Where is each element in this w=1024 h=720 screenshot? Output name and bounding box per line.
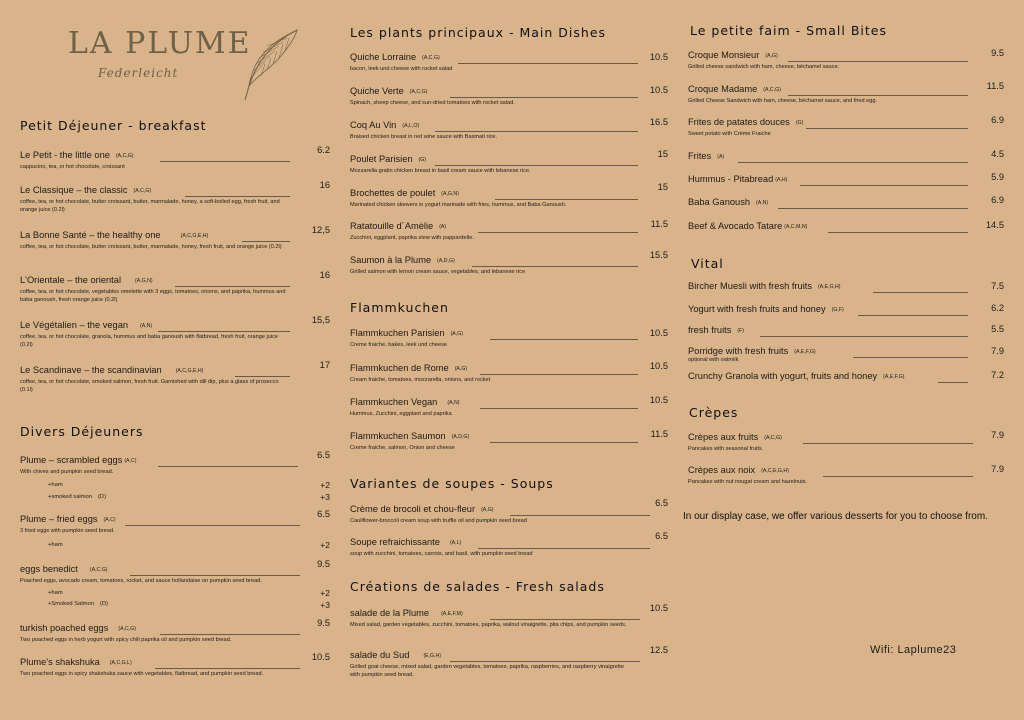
item-price: 15 (657, 182, 668, 192)
item-price: 6.2 (991, 303, 1004, 313)
menu-item (20, 180, 330, 214)
menu-item (20, 270, 330, 304)
item-description: Creme fraiche, salmon, Onion and cheese (350, 445, 455, 451)
item-addon: +ham (48, 590, 63, 596)
item-description: Braised chicken breast in red wine sauce with Basmati rice. (350, 134, 498, 140)
allergen-codes: (A,G,N) (441, 191, 459, 197)
menu-item (350, 363, 668, 384)
allergen-codes: (A,C,G,E,H) (175, 368, 204, 374)
allergen-codes: (A,E,F,G) (794, 349, 816, 355)
item-price: 10.5 (649, 361, 668, 371)
item-price: 10.5 (649, 395, 668, 405)
item-price: 7.9 (991, 346, 1004, 356)
menu-item (688, 432, 1004, 453)
item-name: Saumon à la Plume (350, 255, 432, 265)
addon-price: +3 (320, 492, 330, 502)
allergen-codes: (G,F) (831, 307, 844, 313)
menu-item (688, 197, 1004, 211)
allergen-codes: (A,N) (756, 200, 769, 206)
menu-item (350, 52, 668, 73)
section-title-vital: Vital (691, 256, 724, 271)
menu-item (688, 50, 1004, 71)
menu-item (688, 346, 1004, 364)
item-price: 7.9 (991, 430, 1004, 440)
item-name: Le Classique – the classic (20, 185, 128, 195)
item-description: Sweet potato with Crème Fraiche (688, 131, 771, 137)
item-name: Flammkuchen Vegan (350, 397, 438, 407)
item-price: 10.5 (649, 52, 668, 62)
feather-icon (237, 26, 302, 104)
allergen-codes: (A,D,G) (437, 258, 455, 264)
item-price: 11.5 (650, 219, 668, 229)
item-name: Ratatouille d´Amèlie (350, 221, 434, 231)
allergen-codes: (A,C,G) (118, 626, 136, 632)
allergen-codes: (A,C,G,L) (109, 660, 132, 666)
item-description: Mixed salad, garden vegetables, zucchini, tomatoes, paprika, walnut vinaigrette, pita chips, and pumpkin seeds. (350, 622, 627, 628)
allergen-codes: (A,C,M,N) (784, 224, 808, 230)
addon-price: +3 (320, 600, 330, 610)
item-description: Grilled cheese sandwich with ham, cheese, béchamel sauce. (688, 64, 840, 70)
section-title-soups: Variantes de soupes - Soups (350, 476, 554, 491)
item-price: 7.9 (991, 464, 1004, 474)
allergen-codes: (A,N) (140, 323, 153, 329)
item-name: Crème de brocoli et chou-fleur (350, 504, 476, 514)
item-price: 9.5 (317, 559, 330, 569)
item-description: coffee, tea, or hot chocolate, smoked salmon, fresh fruit. Garnished with dill dip, plus a glass of prosecco (0.1l) (20, 379, 279, 393)
item-price: 5.5 (991, 324, 1004, 334)
allergen-codes: (A,C,G,E,H) (180, 233, 209, 239)
item-price: 15,5 (311, 315, 330, 325)
logo-title: LA PLUME (68, 26, 252, 61)
menu-item (688, 151, 1004, 165)
item-name: Flammkuchen de Rome (350, 363, 449, 373)
menu-item (350, 531, 668, 558)
item-description: Pancakes with seasonal fruits. (688, 446, 764, 452)
item-name: Le Petit - the little one (20, 150, 110, 160)
item-price: 9.5 (991, 48, 1004, 58)
item-description: coffee, tea, or hot chocolate, granola, hummus and baba ganoush with flatbread, fresh fruit, orange juice (0.2l) (20, 334, 278, 348)
menu-item (20, 652, 330, 678)
menu-item (350, 117, 668, 141)
item-price: 4.5 (991, 149, 1004, 159)
item-description: Grilled salmon with lemon cream sauce, vegetables, and lebanese rice (350, 269, 526, 275)
item-price: 6.5 (655, 531, 668, 541)
item-description: Two poached eggs in spicy shakshuka sauce with vegetables, flatbread, and pumpkin seed bread. (20, 671, 264, 677)
item-price: 11.5 (986, 81, 1004, 91)
menu-item (688, 117, 1004, 138)
menu-item (20, 559, 330, 585)
menu-item (20, 360, 330, 394)
section-title-main-dishes: Les plants principaux - Main Dishes (350, 25, 607, 40)
item-price: 11.5 (650, 429, 668, 439)
menu-item (688, 281, 1004, 295)
item-name: Poulet Parisien (350, 154, 413, 164)
allergen-codes: (A,C,G) (764, 435, 782, 441)
section-title-salads: Créations de salades - Fresh salads (350, 579, 605, 594)
addon-price: +2 (320, 480, 330, 490)
item-name: Croque Monsieur (688, 50, 760, 60)
item-description: Two poached eggs in herb yogurt with spicy chili paprika oil and pumpkin seed bread. (20, 637, 232, 643)
allergen-codes: (A,C) (124, 458, 137, 464)
item-price: 15 (657, 149, 668, 159)
menu-item (350, 250, 668, 276)
logo (62, 26, 302, 106)
allergen-codes: (G) (418, 157, 427, 163)
menu-item (20, 225, 330, 251)
allergen-codes: (G) (795, 120, 804, 126)
item-description: coffee, tea, or hot chocolate, butter croissant, butter, marmalade, honey, a soft-boiled egg, fresh fruit, and orange juice (0.2l) (20, 199, 280, 213)
item-name: Brochettes de poulet (350, 188, 436, 198)
item-name: Quiche Lorraine (350, 52, 417, 62)
item-name: turkish poached eggs (20, 623, 109, 633)
menu-item (20, 618, 330, 644)
item-price: 6.5 (655, 498, 668, 508)
item-name: Porridge with fresh fruits (688, 346, 789, 356)
item-price: 6.2 (317, 145, 330, 155)
item-name: Le Végétalien – the vegan (20, 320, 129, 330)
addon-price: +2 (320, 540, 330, 550)
menu-item (20, 145, 330, 171)
menu-item (20, 315, 330, 349)
section-title-divers: Divers Déjeuners (20, 424, 144, 439)
allergen-codes: (A,E,G,H) (818, 284, 841, 290)
menu-item (350, 86, 668, 107)
item-name: Plume's shakshuka (20, 657, 100, 667)
allergen-codes: (A,C) (103, 517, 116, 523)
item-description: Mozzarella gratin chicken breast in basil cream sauce with lebanese rice. (350, 168, 531, 174)
item-name: fresh fruits (688, 325, 732, 335)
item-name: Beef & Avocado Tatare (688, 221, 783, 231)
item-price: 10.5 (649, 85, 668, 95)
item-description: soup with zucchini, tomatoes, carrots, and basil, with pumpkin seed bread (350, 551, 533, 557)
item-name: Crunchy Granola with yogurt, fruits and honey (688, 371, 878, 381)
wifi-info: Wifi: Laplume23 (870, 644, 957, 656)
item-price: 16 (319, 270, 330, 280)
allergen-codes: (A,C,G) (422, 55, 440, 61)
item-name: Croque Madame (688, 84, 758, 94)
menu-item (688, 371, 1004, 385)
item-name: L'Orientale – the oriental (20, 275, 122, 285)
item-price: 7.5 (991, 281, 1004, 291)
allergen-codes: (A,C,G) (133, 188, 152, 194)
menu-item (350, 149, 668, 175)
allergen-codes: (A,G,N) (135, 278, 153, 284)
item-name: Frites de patates douces (688, 117, 790, 127)
item-description: Hummus, Zucchini, eggplant and paprika (350, 411, 452, 417)
menu-item (688, 465, 1004, 486)
allergen-codes: (A,C,G) (763, 87, 781, 93)
item-name: Le Scandinave – the scandinavian (20, 365, 162, 375)
item-description: 3 fried eggs with pumpkin seed bread. (20, 528, 115, 534)
item-name: Crèpes aux noix (688, 465, 756, 475)
item-name: Crèpes aux fruits (688, 432, 759, 442)
allergen-codes: (E,G,H) (423, 653, 442, 659)
item-name: La Bonne Santé – the healthy one (20, 230, 161, 240)
menu-item (20, 509, 330, 535)
allergen-codes: (A) (717, 154, 725, 160)
allergen-codes: (A) (439, 224, 447, 230)
addon-price: +2 (320, 588, 330, 598)
item-name: eggs benedict (20, 564, 78, 574)
item-addon: +ham (48, 542, 63, 548)
allergen-codes: (A,L,O) (402, 123, 420, 129)
item-name: Coq Au Vin (350, 120, 397, 130)
section-title-crepes: Crèpes (689, 405, 739, 420)
item-price: 15.5 (649, 250, 668, 260)
allergen-codes: (A,C,E,G,H) (761, 468, 789, 474)
menu-item (350, 603, 668, 629)
allergen-codes: (A,G) (765, 53, 778, 59)
item-description: optional with oatmilk (688, 357, 739, 363)
item-name: salade du Sud (350, 650, 410, 660)
item-price: 9.5 (317, 618, 330, 628)
item-price: 10.5 (311, 652, 330, 662)
item-price: 12,5 (311, 225, 330, 235)
item-addon: +Smoked Salmon (D) (48, 601, 108, 607)
item-description: Cream fraiche, tomatoes, mozzarella, onions, and rocket (350, 377, 491, 383)
item-name: Flammkuchen Saumon (350, 431, 446, 441)
item-price: 6.5 (317, 450, 330, 460)
item-name: Plume – fried eggs (20, 514, 98, 524)
item-name: Frites (688, 151, 712, 161)
menu-item (350, 397, 668, 418)
item-description: Poached eggs, avocado cream, tomatoes, rocket, and sauce hollandaise on pumpkin seed bread. (20, 578, 262, 584)
item-price: 17 (319, 360, 330, 370)
menu-item (688, 325, 1004, 339)
item-price: 16 (319, 180, 330, 190)
menu-item (350, 431, 668, 452)
item-name: Soupe refraichissante (350, 537, 440, 547)
menu-item (20, 450, 330, 476)
item-price: 7.2 (991, 370, 1004, 380)
menu-item (688, 174, 1004, 188)
item-price: 6.5 (317, 509, 330, 519)
item-name: Flammkuchen Parisien (350, 328, 445, 338)
allergen-codes: (F) (737, 328, 745, 334)
item-name: salade de la Plume (350, 608, 430, 618)
item-description: bacon, leek und cheese with rocket salad (350, 66, 453, 72)
allergen-codes: (A,G) (454, 366, 468, 372)
item-name: Quiche Verte (350, 86, 404, 96)
item-description: Cauliflower-broccoli cream soup with truffle oil and pumpkin seed bread (350, 518, 527, 524)
menu-item (688, 221, 1004, 235)
allergen-codes: (A,E,F,G) (883, 374, 905, 380)
section-title-flammkuchen: Flammkuchen (350, 300, 449, 315)
section-title-small-bites: Le petite faim - Small Bites (690, 23, 887, 38)
item-name: Bircher Muesli with fresh fruits (688, 281, 812, 291)
allergen-codes: (A,D,G) (451, 434, 470, 440)
menu-item (350, 498, 668, 525)
item-name: Hummus - Pitabread (688, 174, 774, 184)
allergen-codes: (A,N) (447, 400, 460, 406)
item-description: With chives and pumpkin seed bread. (20, 469, 114, 475)
menu-item (688, 304, 1004, 318)
item-description: Marinated chicken skewers in yogurt marinade with fries, hummus, and Baba Ganoush. (350, 202, 567, 208)
item-description: coffee, tea, or hot chocolate, vegetables omelette with 3 eggs, tomatoes, onions, and paprika, hummus and baba ganoush, fresh orange juice (0.2l) (20, 289, 286, 303)
allergen-codes: (A,G) (450, 331, 463, 337)
item-description: Grilled goat cheese, mixed salad, garden vegetables, tomatoes, paprika, raspberries, and raspberry vinaigrette with pumpkin seed bread. (350, 664, 624, 678)
item-description: coffee, tea, or hot chocolate, butter croissant, butter, marmalade, honey, fresh fruit, and orange juice (0.2l) (20, 244, 282, 250)
allergen-codes: (A,C,G) (115, 153, 134, 159)
item-addon: +ham (48, 482, 63, 488)
item-price: 16.5 (649, 117, 668, 127)
item-price: 6.9 (991, 115, 1004, 125)
item-addon: +smoked salmon (D) (48, 494, 107, 500)
item-name: Yogurt with fresh fruits and honey (688, 304, 826, 314)
menu-item (350, 328, 668, 349)
item-price: 10.5 (649, 603, 668, 613)
item-price: 10.5 (649, 328, 668, 338)
allergen-codes: (A,G) (481, 507, 494, 513)
item-description: Spinach, sheep cheese, and sun-dried tomatoes with rocket salad. (350, 100, 515, 106)
logo-subtitle: Federleicht (98, 66, 179, 80)
section-title-breakfast: Petit Déjeuner - breakfast (20, 118, 207, 133)
allergen-codes: (A,E,F,M) (441, 611, 463, 617)
menu-item (350, 221, 668, 242)
item-description: Grilled Cheese Sandwich with ham, cheese, béchamel sauce, and fried egg. (688, 98, 878, 104)
menu-item (350, 182, 668, 209)
item-price: 5.9 (991, 172, 1004, 182)
item-name: Baba Ganoush (688, 197, 751, 207)
allergen-codes: (A,H) (775, 177, 788, 183)
allergen-codes: (A,L) (449, 540, 462, 546)
item-description: Pancakes with nut nougat cream and hazelnuts. (688, 479, 808, 485)
desserts-note: In our display case, we offer various desserts for you to choose from. (683, 511, 988, 522)
item-description: Zucchini, eggplant, paprika stew with pappardelle. (350, 235, 474, 241)
item-name: Plume – scrambled eggs (20, 455, 123, 465)
allergen-codes: (A,C,G) (409, 89, 428, 95)
item-description: Creme fraiche, bakes, leek und cheese (350, 342, 448, 348)
menu-item (688, 81, 1004, 105)
item-description: cappucino, tea, or hot chocolate, croissant (20, 164, 125, 170)
item-price: 12.5 (649, 645, 668, 655)
menu-item (350, 645, 668, 679)
allergen-codes: (A,C,G) (89, 567, 108, 573)
item-price: 6.9 (991, 195, 1004, 205)
item-price: 14.5 (985, 220, 1004, 230)
